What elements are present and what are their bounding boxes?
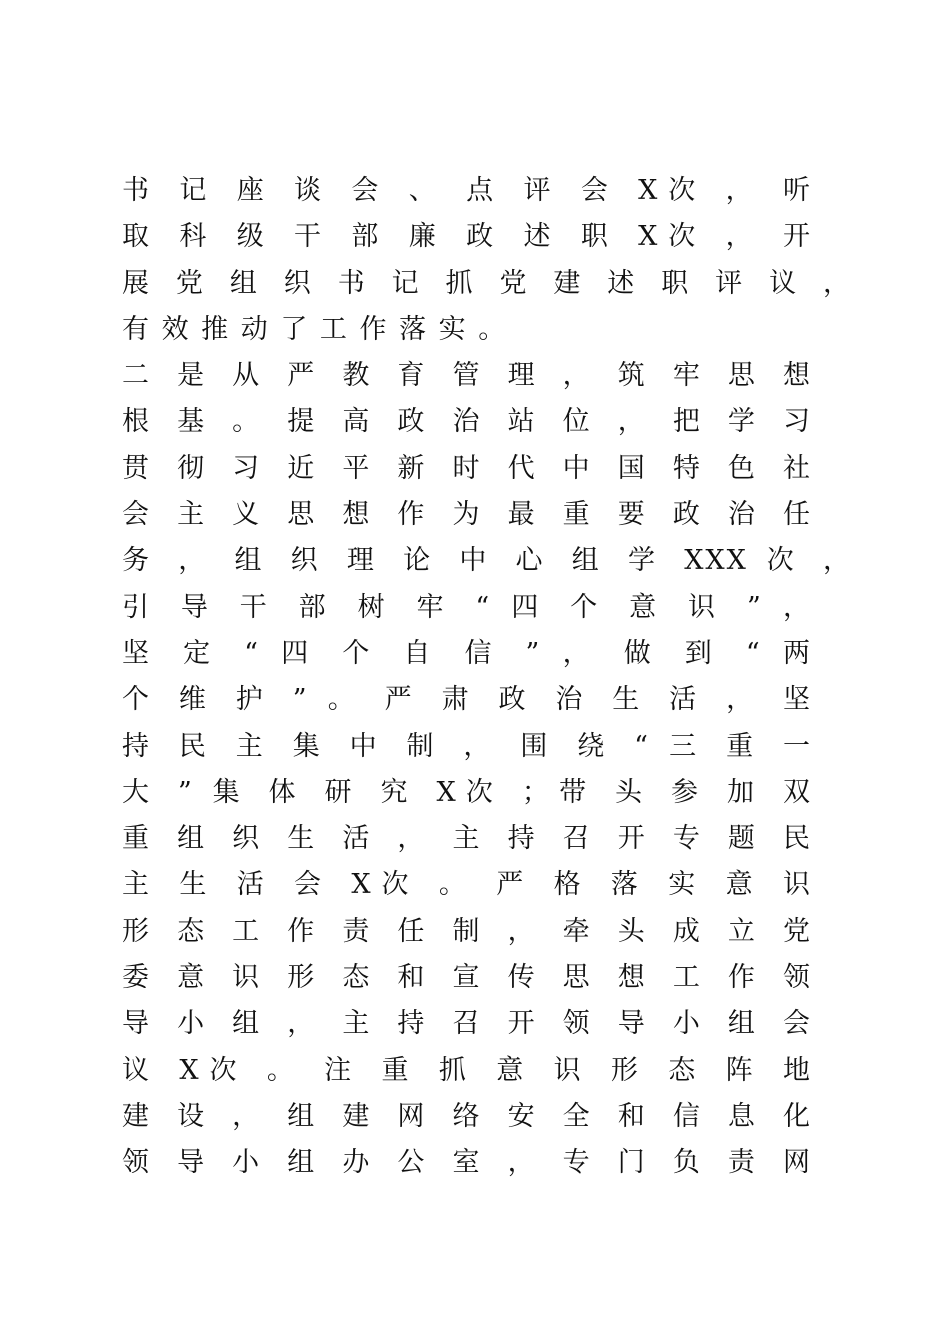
text-line: 议 X次 。 注 重 抓 意 识 形 态 阵 地 xyxy=(122,1054,812,1086)
text-line: 根 基 。 提 高 政 治 站 位 ， 把 学 习 xyxy=(122,406,812,438)
text-line: 重 组 织 生 活 ， 主 持 召 开 专 题 民 xyxy=(122,823,812,855)
text-line: 形 态 工 作 责 任 制 ， 牵 头 成 立 党 xyxy=(122,915,812,947)
text-line: 有 效 推 动 了 工 作 落 实 。 xyxy=(122,313,508,345)
text-line: 贯 彻 习 近 平 新 时 代 中 国 特 色 社 xyxy=(122,452,812,484)
text-line: 大 ” 集 体 研 究 X次 ；带 头 参 加 双 xyxy=(122,776,812,808)
text-line: 坚 定 “ 四 个 自 信 ” ， 做 到 “ 两 xyxy=(122,637,812,669)
text-line: 务 ， 组 织 理 论 中 心 组 学 XXX 次 ， xyxy=(122,545,852,577)
text-line: 引 导 干 部 树 牢 “ 四 个 意 识 ” ， xyxy=(122,591,812,623)
text-line: 个 维 护 ” 。 严 肃 政 治 生 活 ， 坚 xyxy=(122,684,812,716)
body-text xyxy=(122,168,852,1187)
text-line: 取 科 级 干 部 廉 政 述 职 X次 ， 开 xyxy=(122,221,812,253)
text-line: 领 导 小 组 办 公 室 ， 专 门 负 责 网 xyxy=(122,1147,812,1179)
text-line: 持 民 主 集 中 制 ， 围 绕 “ 三 重 一 xyxy=(122,730,812,762)
text-line: 书 记 座 谈 会 、 点 评 会 X次 ， 听 xyxy=(122,175,812,206)
text-line: 主 生 活 会 X次 。 严 格 落 实 意 识 xyxy=(122,869,812,901)
text-line: 建 设 ， 组 建 网 络 安 全 和 信 息 化 xyxy=(122,1100,812,1132)
text-line: 委 意 识 形 态 和 宣 传 思 想 工 作 领 xyxy=(122,962,812,994)
text-line: 导 小 组 ， 主 持 召 开 领 导 小 组 会 xyxy=(122,1008,812,1040)
text-line: 二 是 从 严 教 育 管 理 ， 筑 牢 思 想 xyxy=(122,360,812,392)
text-line: 会 主 义 思 想 作 为 最 重 要 政 治 任 xyxy=(122,499,812,531)
text-line: 展 党 组 织 书 记 抓 党 建 述 职 评 议 ， xyxy=(122,267,852,299)
